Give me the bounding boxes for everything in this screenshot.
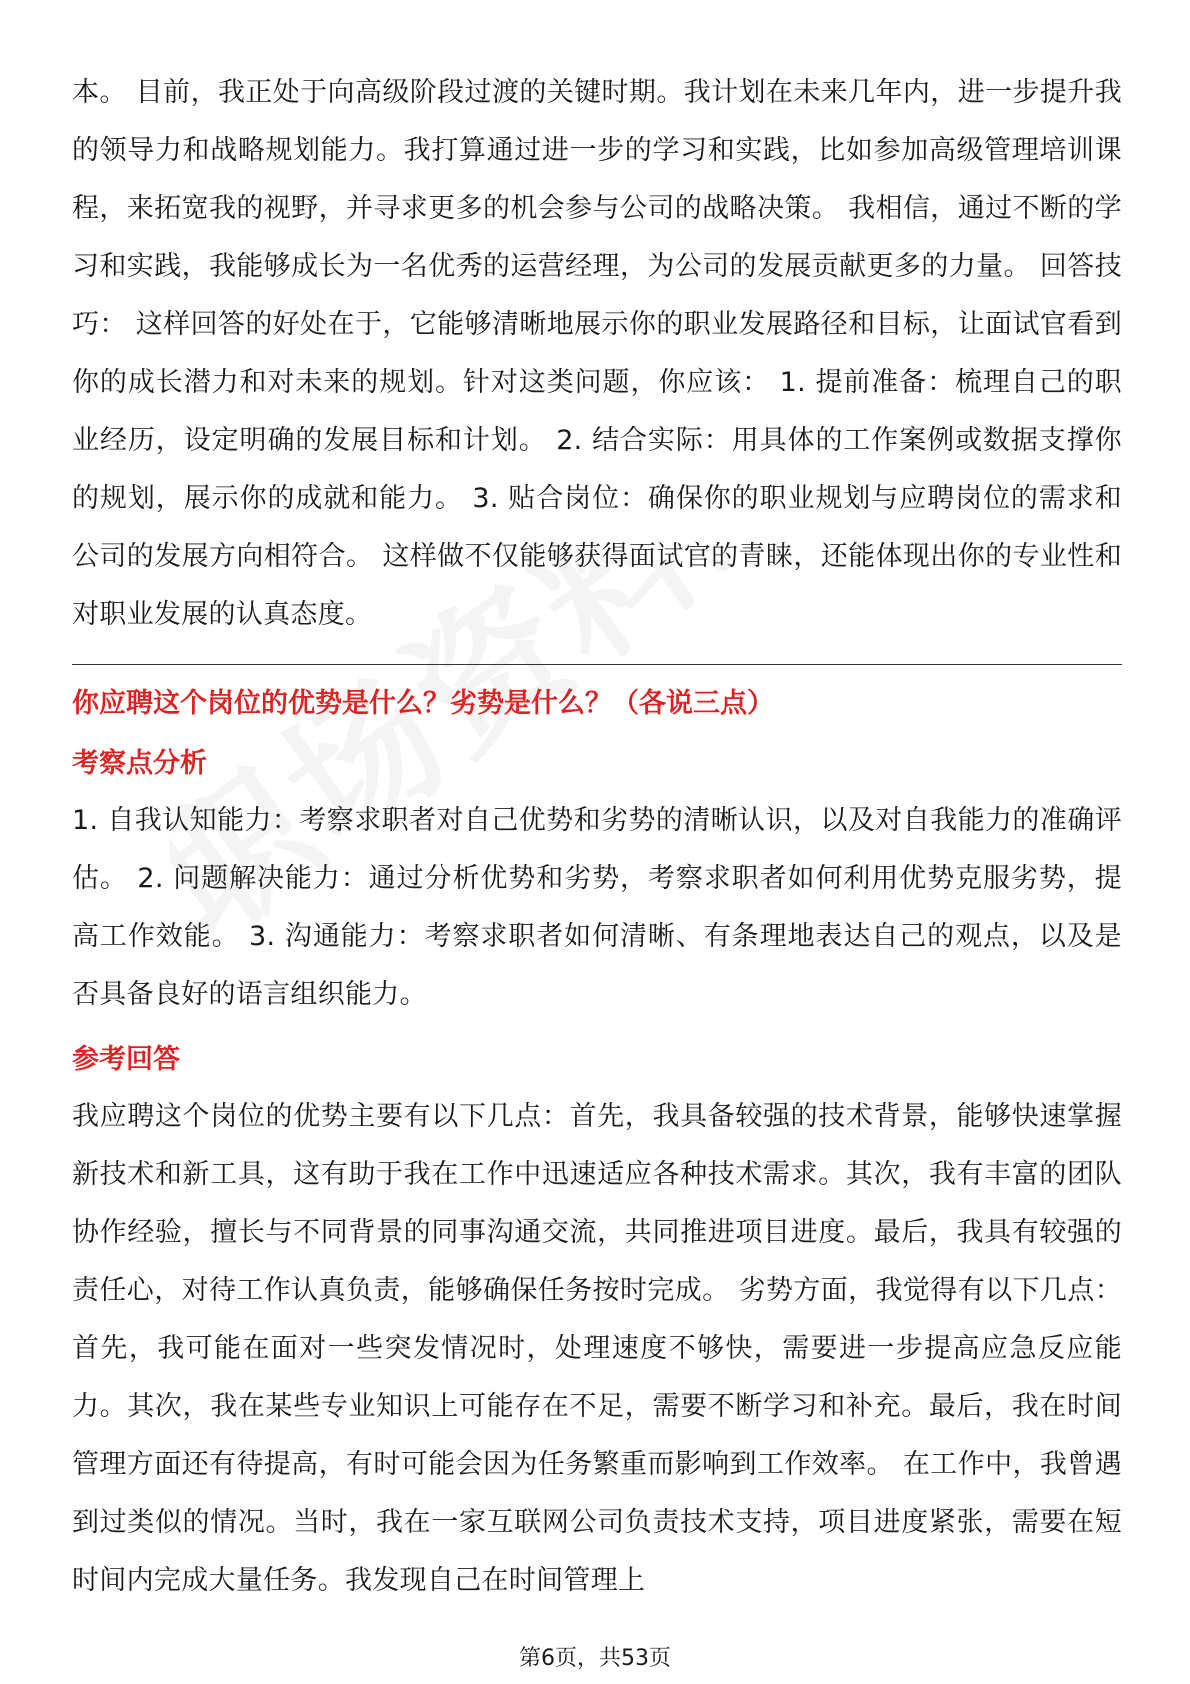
question-heading: 你应聘这个岗位的优势是什么？劣势是什么？（各说三点） xyxy=(72,688,774,719)
analysis-heading: 考察点分析 xyxy=(72,748,207,779)
answer-paragraph: 我应聘这个岗位的优势主要有以下几点：首先，我具备较强的技术背景，能够快速掌握新技术和新工具，这有助于我在工作中迅速适应各种技术需求。其次，我有丰富的团队协作经验，擅长与不同背景的同事沟通交流，共同推进项目进度。最后，我具有较强的责任心，对待工作认真负责，能够确保任务按时完成。 劣势方面，我觉得有以下几点：首先，我可能在面对一些突发情况时，处理速度不够快，需要进一步提高应急反应能力。其次，我在某些专业知识上可能存在不足，需要不断学习和补充。最后，我在时间管理方面还有待提高，有时可能会因为任务繁重而影响到工作效率。 在工作中，我曾遇到过类似的情况。当时，我在一家互联网公司负责技术支持，项目进度紧张，需要在短时间内完成大量任务。我发现自己在时间管理上 xyxy=(72,1101,1122,1596)
answer-heading: 参考回答 xyxy=(72,1044,180,1075)
continued-answer-paragraph: 本。 目前，我正处于向高级阶段过渡的关键时期。我计划在未来几年内，进一步提升我的领导力和战略规划能力。我打算通过进一步的学习和实践，比如参加高级管理培训课程，来拓宽我的视野，并寻求更多的机会参与公司的战略决策。 我相信，通过不断的学习和实践，我能够成长为一名优秀的运营经理，为公司的发展贡献更多的力量。 回答技巧： 这样回答的好处在于，它能够清晰地展示你的职业发展路径和目标，让面试官看到你的成长潜力和对未来的规划。针对这类问题，你应该： 1. 提前准备：梳理自己的职业经历，设定明确的发展目标和计划。 2. 结合实际：用具体的工作案例或数据支撑你的规划，展示你的成就和能力。 3. 贴合岗位：确保你的职业规划与应聘岗位的需求和公司的发展方向相符合。 这样做不仅能够获得面试官的青睐，还能体现出你的专业性和对职业发展的认真态度。 xyxy=(72,77,1122,630)
section-divider xyxy=(72,664,1122,665)
analysis-paragraph: 1. 自我认知能力：考察求职者对自己优势和劣势的清晰认识，以及对自我能力的准确评估。 2. 问题解决能力：通过分析优势和劣势，考察求职者如何利用优势克服劣势，提高工作效能。 3. 沟通能力：考察求职者如何清晰、有条理地表达自己的观点，以及是否具备良好的语言组织能力。 xyxy=(72,805,1122,1010)
page-number-footer: 第6页，共53页 xyxy=(519,1646,671,1671)
